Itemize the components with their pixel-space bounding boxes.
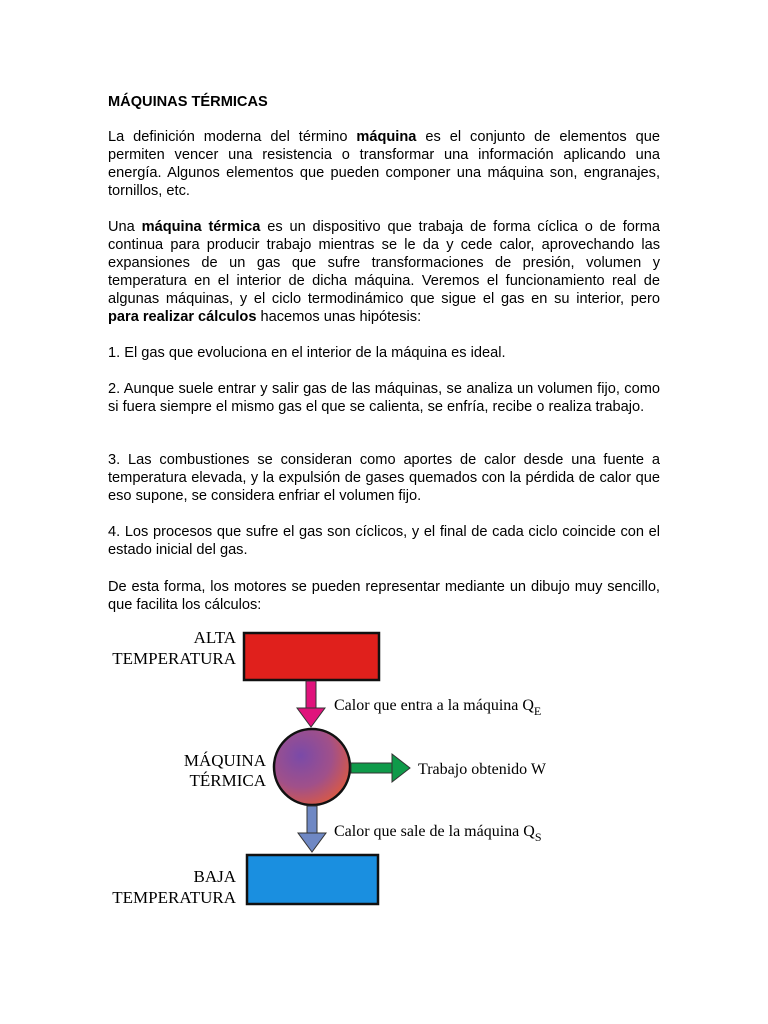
heat-out-arrow — [298, 806, 326, 852]
paragraph-text: Una — [108, 219, 142, 235]
engine-label-line1: MÁQUINA — [183, 751, 266, 770]
bold-term: máquina térmica — [141, 219, 261, 235]
heat-in-arrow — [297, 681, 325, 727]
cold-label-line2: TEMPERATURA — [112, 888, 236, 907]
heat-out-label: Calor que sale de la máquina $Q_S$ — [334, 823, 542, 844]
paragraph-text: La definición moderna del término — [108, 129, 357, 145]
page-title: MÁQUINAS TÉRMICAS — [108, 94, 268, 110]
paragraph-conclusion: De esta forma, los motores se pueden representar mediante un dibujo muy sencillo, que facilita los cálculos: — [108, 579, 660, 613]
paragraph-text: hacemos unas hipótesis: — [256, 309, 422, 325]
hypothesis-item-2: 2. Aunque suele entrar y salir gas de las máquinas, se analiza un volumen fijo, como si fuera siempre el mismo gas el que se calienta, se enfría, recibe o realiza trabajo. — [108, 381, 660, 415]
work-label: Trabajo obtenido W — [418, 761, 546, 778]
hot-reservoir-box — [244, 633, 379, 680]
bold-term: máquina — [356, 129, 417, 145]
hypothesis-item-1: 1. El gas que evoluciona en el interior de la máquina es ideal. — [108, 345, 506, 361]
cold-label-line1: BAJA — [193, 867, 236, 886]
hypothesis-item-4: 4. Los procesos que sufre el gas son cíclicos, y el final de cada ciclo coincide con el estado inicial del gas. — [108, 524, 660, 558]
paragraph-text: es un dispositivo que trabaja de forma cíclica o de forma continua para producir trabajo mientras se le da y cede calor, aprovechando las expansiones de un gas que sufre transformaciones de presión, volumen y temperatura en el interior de dicha máquina. Veremos el funcionamiento real de algunas máquinas, y el ciclo termodinámico que sigue el gas en su interior, pero — [108, 219, 661, 307]
hot-label-line1: ALTA — [193, 628, 236, 647]
engine-circle — [274, 729, 350, 805]
hypothesis-item-3: 3. Las combustiones se consideran como aportes de calor desde una fuente a temperatura elevada, y la expulsión de gases quemados con la pérdida de calor que eso supone, se considera enfriar el volumen fijo. — [108, 452, 660, 504]
bold-term: para realizar cálculos — [108, 309, 257, 325]
engine-label-line2: TÉRMICA — [189, 771, 266, 790]
paragraph-text: es el conjunto de elementos que permiten vencer una resistencia o transformar una información aplicando una energía. Algunos elementos que pueden componer una máquina son, engranajes, tornillos, etc. — [108, 129, 660, 199]
heat-in-label: Calor que entra a la máquina $Q_E$ — [334, 697, 542, 718]
hot-label-line2: TEMPERATURA — [112, 649, 236, 668]
cold-reservoir-box — [247, 855, 378, 904]
work-arrow — [351, 754, 410, 782]
